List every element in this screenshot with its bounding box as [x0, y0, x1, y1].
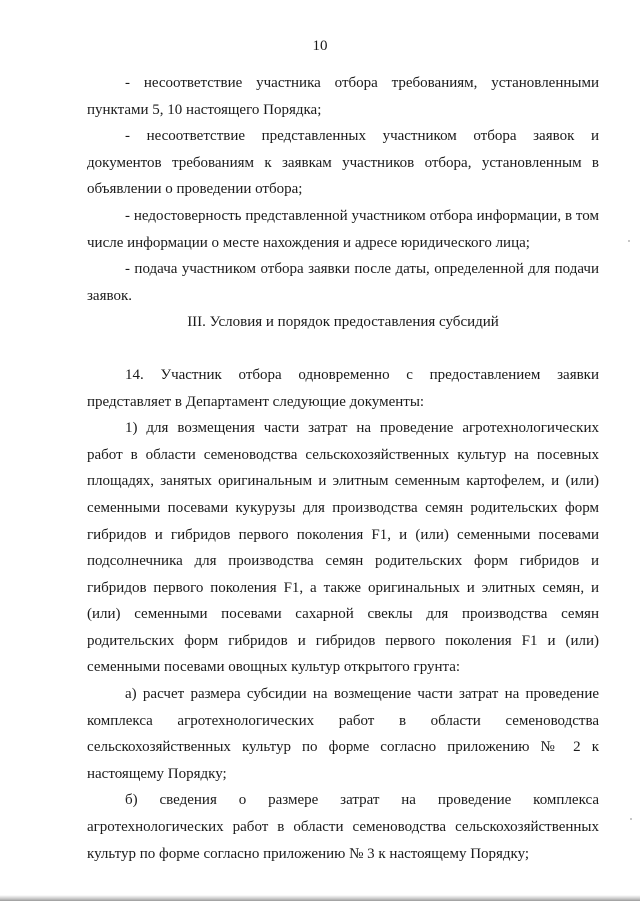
scan-speck	[628, 240, 630, 242]
paragraph-subitem-a: а) расчет размера субсидии на возмещение части затрат на проведение комплекса агротехнологических работ в области семеноводства сельскохозяйственных культур по форме согласно приложению № 2 к настоящему Порядку;	[87, 686, 599, 782]
paragraph-item-14: 14. Участник отбора одновременно с предоставлением заявки представляет в Департамент следующие документы:	[87, 366, 599, 410]
paragraph-subitem-b: б) сведения о размере затрат на проведение комплекса агротехнологических работ в области семеноводства сельскохозяйственных культур по форме согласно приложению № 3 к настоящему Порядку;	[87, 792, 599, 862]
paragraph-criterion-4: - подача участником отбора заявки после даты, определенной для подачи заявок.	[87, 261, 599, 304]
paragraph-criterion-3: - недостоверность представленной участником отбора информации, в том числе информации о месте нахождения и адресе юридического лица;	[87, 207, 599, 251]
paragraph-criterion-1: - несоответствие участника отбора требованиям, установленными пунктами 5, 10 настоящего Порядка;	[87, 75, 599, 118]
section-heading: III. Условия и порядок предоставления субсидий	[187, 314, 499, 331]
paragraph-subitem-1: 1) для возмещения части затрат на проведение агротехнологических работ в области семеноводства сельскохозяйственных культур на посевных площадях, занятых оригинальным и элитным семенным картофелем, и (или) семенными посевами кукурузы для производства семян родительских форм гибридов и гибридов первого поколения F1, и (или) семенными посевами подсолнечника для производства семян родительских форм гибридов и гибридов первого поколения F1, а также оригинальных и элитных семян, и (или) семенными посевами сахарной свеклы для производства семян родительских форм гибридов и гибридов первого поколения F1 и (или) семенными посевами овощных культур открытого грунта:	[87, 420, 599, 676]
document-body	[87, 70, 599, 867]
scan-bottom-edge	[0, 895, 640, 901]
paragraph-criterion-2: - несоответствие представленных участником отбора заявок и документов требованиям к заявкам участников отбора, установленным в объявлении о проведении отбора;	[87, 128, 599, 198]
page-number: 10	[312, 38, 328, 54]
scan-speck	[630, 818, 632, 820]
